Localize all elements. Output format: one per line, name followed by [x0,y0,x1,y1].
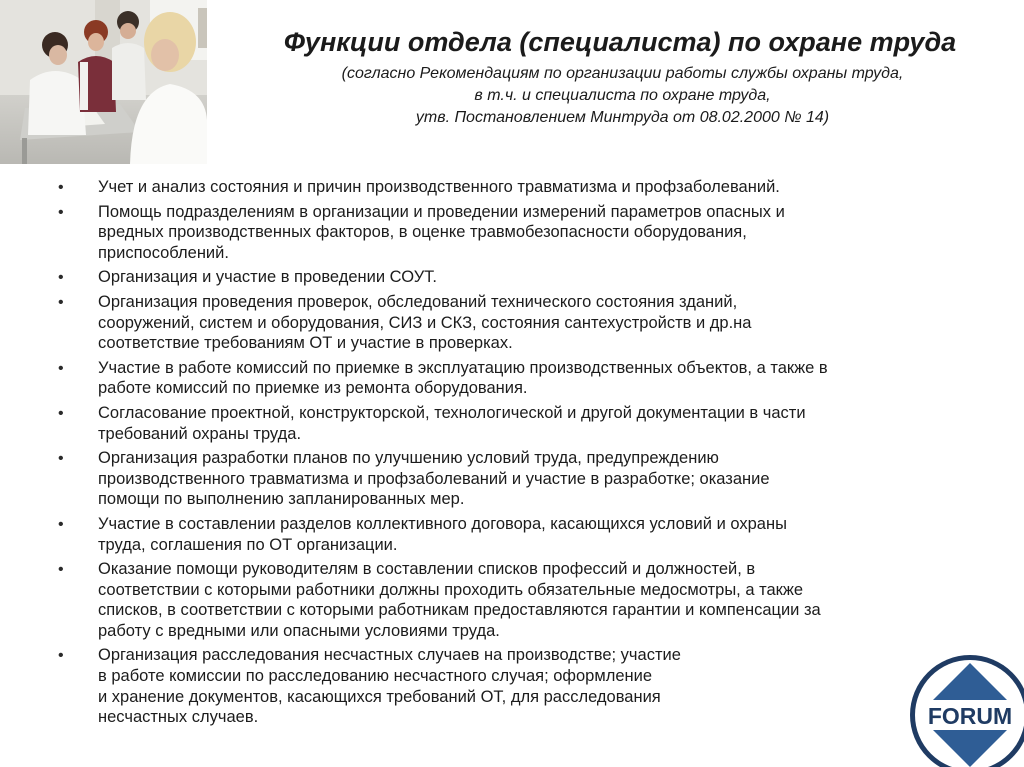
list-item-text: Организация и участие в проведении СОУТ. [98,268,438,287]
subtitle-line: в т.ч. и специалиста по охране труда, [474,87,771,104]
list-item [58,267,968,288]
list-item-text: Участие в составлении разделов коллективного договора, касающихся условий и охраны [98,514,787,533]
bullet-icon: • [58,179,64,196]
workplace-photo [0,0,207,164]
list-item-text: Учет и анализ состояния и причин производственного травматизма и профзаболеваний. [98,178,780,196]
logo-text: FORUM [927,703,1013,729]
bullet-icon: • [58,647,64,665]
list-item-text: соответствии с которыми работники должны проходить обязательные медосмотры, а также [98,580,804,599]
forum-logo [910,653,1024,767]
list-item-text: вредных производственных факторов, в оценке травмобезопасности оборудования, [98,223,747,242]
list-item-text: требований охраны труда. [98,424,302,443]
list-item-text: соответствие требованиям ОТ и участие в проверках. [98,334,513,353]
list-item-text: работе комиссий по приемке из ремонта оборудования. [98,379,528,398]
list-item-text: помощи по выполнению запланированных мер. [98,490,465,509]
list-item-text: Оказание помощи руководителям в составлении списков профессий и должностей, в [98,560,756,579]
bullet-icon: • [58,450,64,468]
list-item [58,448,968,510]
list-item-text: Помощь подразделениям в организации и проведении измерений параметров опасных и [98,202,785,221]
functions-list [58,177,968,732]
list-item [58,202,968,264]
list-item-text: Согласование проектной, конструкторской, технологической и другой документации в части [98,403,806,422]
subtitle-line: (согласно Рекомендациям по организации работы службы охраны труда, [341,65,904,82]
bullet-icon: • [58,515,64,533]
bullet-icon: • [58,293,64,311]
slide-subtitle [225,63,1020,129]
list-item-text: списков, в соответствии с которыми работникам предоставляются гарантии и компенсации за [98,601,821,620]
bullet-icon: • [58,561,64,579]
subtitle-line: утв. Постановлением Минтруда от 08.02.2000 № 14) [415,109,830,126]
list-item [58,177,968,198]
list-item-text: в работе комиссии по расследованию несчастного случая; оформление [98,667,652,686]
list-item-text: сооружений, систем и оборудования, СИЗ и СКЗ, состояния сантехустройств и др.на [98,313,752,332]
list-item [58,292,968,354]
list-item [58,514,968,555]
list-item-text: и хранение документов, касающихся требований ОТ, для расследования [98,687,661,706]
list-item [58,645,968,727]
list-item [58,403,968,444]
list-item [58,559,968,641]
list-item-text: Организация проведения проверок, обследований технического состояния зданий, [98,292,738,311]
list-item [58,358,968,399]
slide-title: Функции отдела (специалиста) по охране труда [283,27,957,57]
list-item-text: труда, соглашения по ОТ организации. [98,535,398,554]
bullet-icon: • [58,359,64,377]
list-item-text: Участие в работе комиссий по приемке в эксплуатацию производственных объектов, а также в [98,358,828,377]
list-item-text: работу с вредными или опасными условиями труда. [98,621,500,640]
list-item-text: Организация разработки планов по улучшению условий труда, предупреждению [98,449,719,468]
bullet-icon: • [58,203,64,221]
list-item-text: Организация расследования несчастных случаев на производстве; участие [98,646,681,665]
list-item-text: производственного травматизма и профзаболеваний и участие в разработке; оказание [98,469,770,488]
bullet-icon: • [58,404,64,422]
list-item-text: приспособлений. [98,243,229,262]
list-item-text: несчастных случаев. [98,708,259,727]
bullet-icon: • [58,269,64,287]
